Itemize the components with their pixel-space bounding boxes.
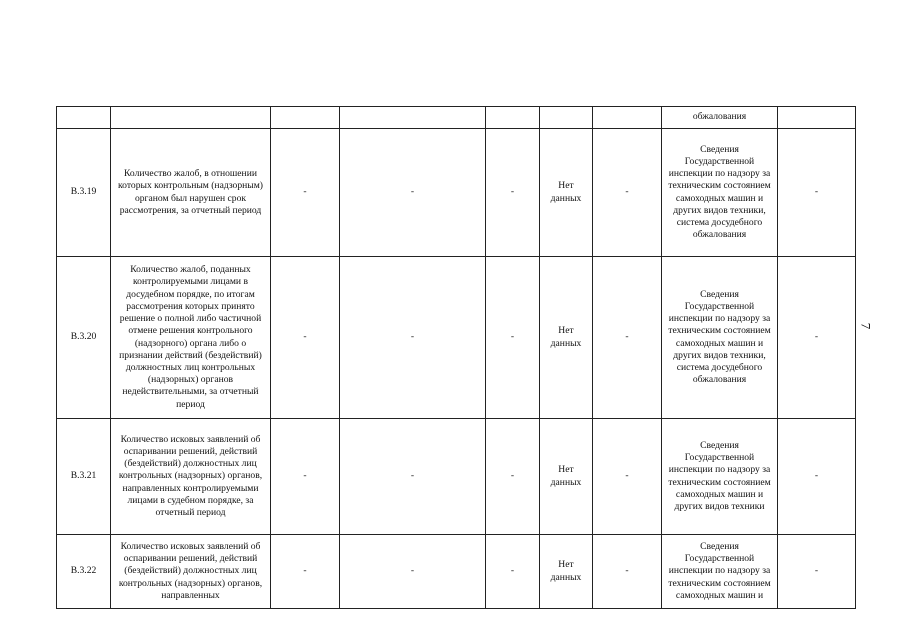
value-cell: - [486,419,540,535]
indicator-description: Количество исковых заявлений об оспаривании решений, действий (бездействий) должностных лиц контрольных (надзорных) органов, направленных [111,535,271,609]
value-cell: - [271,535,340,609]
source-cell: Сведения Государственной инспекции по надзору за техническим состоянием самоходных машин и других видов техники, система досудебного обжалования [662,129,778,257]
value-cell: - [271,419,340,535]
indicator-code: В.3.22 [57,535,111,609]
value-cell: - [778,419,856,535]
value-cell: - [340,129,486,257]
value-cell: - [593,535,662,609]
page-number: 7 [858,322,874,330]
value-cell: - [271,257,340,419]
value-cell: - [271,129,340,257]
indicators-table [56,106,856,609]
status-cell: Нет данных [540,419,593,535]
value-cell: - [486,257,540,419]
status-cell: Нет данных [540,129,593,257]
source-cell: обжалования [662,107,778,129]
value-cell: - [778,129,856,257]
value-cell: - [778,535,856,609]
value-cell: - [340,257,486,419]
value-cell: - [593,419,662,535]
source-cell: Сведения Государственной инспекции по надзору за техническим состоянием самоходных машин и [662,535,778,609]
indicator-code: В.3.20 [57,257,111,419]
value-cell: - [340,419,486,535]
value-cell: - [778,257,856,419]
table-row-continuation [57,107,856,129]
table-row [57,535,856,609]
status-cell: Нет данных [540,257,593,419]
value-cell: - [486,535,540,609]
indicator-description: Количество жалоб, поданных контролируемыми лицами в досудебном порядке, по итогам рассмотрения которых принято решение о полной либо частичной отмене решения контрольного (надзорного) органа либо о признании действий (бездействий) должностных лиц контрольных (надзорных) органов недействительными, за отчетный период [111,257,271,419]
value-cell: - [593,129,662,257]
status-cell: Нет данных [540,535,593,609]
value-cell: - [340,535,486,609]
table-row [57,419,856,535]
source-cell: Сведения Государственной инспекции по надзору за техническим состоянием самоходных машин и других видов техники [662,419,778,535]
indicator-code: В.3.21 [57,419,111,535]
value-cell: - [593,257,662,419]
value-cell: - [486,129,540,257]
source-cell: Сведения Государственной инспекции по надзору за техническим состоянием самоходных машин и других видов техники, система досудебного обжалования [662,257,778,419]
indicator-code: В.3.19 [57,129,111,257]
table-row [57,129,856,257]
indicator-description: Количество исковых заявлений об оспаривании решений, действий (бездействий) должностных лиц контрольных (надзорных) органов, направленных контролируемыми лицами в судебном порядке, за отчетный период [111,419,271,535]
table-row [57,257,856,419]
indicator-description: Количество жалоб, в отношении которых контрольным (надзорным) органом был нарушен срок рассмотрения, за отчетный период [111,129,271,257]
